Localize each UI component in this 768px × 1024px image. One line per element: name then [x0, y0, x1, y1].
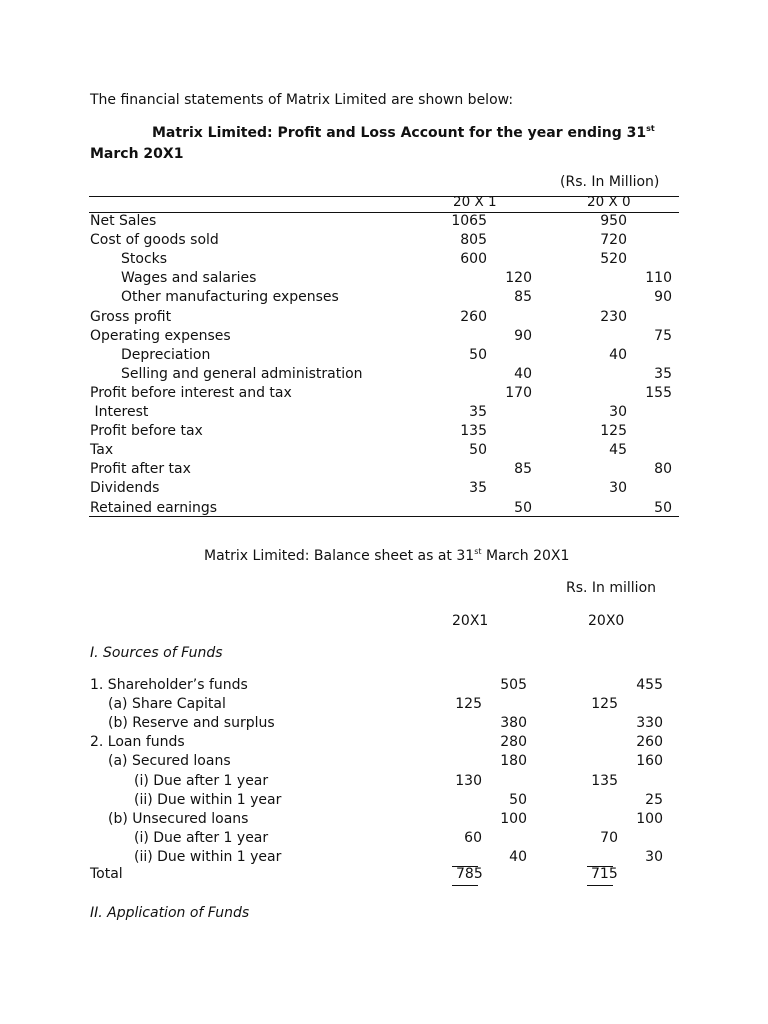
pl-col-20x1: 20 X 1	[453, 194, 497, 210]
pl-value-b2: 80	[654, 461, 672, 478]
pl-col-20x0: 20 X 0	[587, 194, 631, 210]
bs-value-a1: 130	[455, 772, 482, 789]
bs-row	[0, 792, 768, 811]
bs-row-label: (i) Due after 1 year	[134, 829, 269, 846]
pl-value-a1: 35	[469, 480, 487, 497]
bs-value-b1: 40	[509, 848, 527, 865]
bs-value-a2: 70	[600, 829, 618, 846]
pl-row	[0, 328, 768, 347]
bs-value-b2: 330	[636, 715, 663, 732]
pl-value-b2: 90	[654, 289, 672, 306]
bs-total-20x1: 785	[456, 866, 483, 882]
pl-row	[0, 289, 768, 308]
bs-value-b1: 50	[509, 791, 527, 808]
pl-title-end: March 20X1	[90, 146, 184, 162]
pl-row	[0, 423, 768, 442]
bs-value-a1: 60	[464, 829, 482, 846]
bs-value-a2: 125	[591, 696, 618, 713]
total2-underline	[587, 885, 613, 886]
bs-row	[0, 734, 768, 753]
total1-underline	[452, 885, 478, 886]
bs-value-b1: 380	[500, 715, 527, 732]
pl-value-a2: 950	[600, 213, 627, 229]
pl-unit: (Rs. In Million)	[560, 174, 660, 190]
pl-value-b2: 155	[645, 384, 672, 401]
pl-value-a1: 805	[460, 232, 487, 249]
bs-value-b2: 30	[645, 848, 663, 865]
pl-row-label: Wages and salaries	[121, 270, 257, 287]
bs-row-label: (b) Reserve and surplus	[108, 715, 275, 732]
pl-row	[0, 347, 768, 366]
bs-title-main: Matrix Limited: Balance sheet as at 31	[204, 548, 475, 564]
bs-row-label: (i) Due after 1 year	[134, 772, 269, 789]
pl-row-label: Operating expenses	[90, 327, 231, 344]
pl-row	[0, 404, 768, 423]
bs-unit: Rs. In million	[566, 580, 657, 596]
pl-row-label: Depreciation	[121, 346, 211, 363]
bs-col-20x1: 20X1	[452, 613, 489, 629]
pl-value-a2: 45	[609, 442, 627, 459]
pl-row-label: Stocks	[121, 251, 168, 268]
bs-row-label: 2. Loan funds	[90, 734, 185, 751]
bs-row	[0, 715, 768, 734]
bs-value-b2: 455	[636, 677, 663, 693]
bs-value-b1: 505	[500, 677, 527, 693]
pl-value-b2: 50	[654, 499, 672, 516]
pl-value-b1: 85	[514, 289, 532, 306]
bs-value-b1: 100	[500, 810, 527, 827]
bs-row	[0, 811, 768, 830]
pl-value-a1: 35	[469, 404, 487, 420]
bs-row	[0, 773, 768, 792]
pl-value-b1: 40	[514, 365, 532, 382]
pl-value-a2: 125	[600, 423, 627, 440]
bs-row-label: (ii) Due within 1 year	[134, 791, 282, 808]
bs-row	[0, 677, 768, 696]
bs-row-label: (ii) Due within 1 year	[134, 848, 282, 865]
bs-title-end: March 20X1	[481, 548, 570, 564]
pl-value-b2: 35	[654, 365, 672, 382]
bs-value-b2: 25	[645, 791, 663, 808]
pl-row-label: Profit before tax	[90, 423, 203, 440]
bs-value-a2: 135	[591, 772, 618, 789]
bs-value-b1: 280	[500, 734, 527, 751]
pl-row-label: Profit after tax	[90, 461, 191, 478]
pl-row-label: Net Sales	[90, 213, 157, 229]
bs-total-20x0: 715	[591, 866, 618, 882]
pl-value-a2: 720	[600, 232, 627, 249]
pl-row	[0, 480, 768, 499]
pl-value-b1: 85	[514, 461, 532, 478]
bs-row	[0, 753, 768, 772]
pl-title-main: Matrix Limited: Profit and Loss Account for the year ending 31	[152, 125, 647, 141]
pl-row	[0, 385, 768, 404]
pl-value-a1: 1065	[451, 213, 487, 229]
pl-value-a2: 230	[600, 308, 627, 325]
pl-value-b2: 110	[645, 270, 672, 287]
pl-row-label: Gross profit	[90, 308, 172, 325]
bs-row	[0, 830, 768, 849]
bs-value-a1: 125	[455, 696, 482, 713]
section-sources-of-funds: I. Sources of Funds	[90, 645, 223, 661]
pl-row-label: Tax	[90, 442, 114, 459]
bs-title	[204, 548, 569, 564]
pl-row	[0, 309, 768, 328]
pl-title	[90, 123, 680, 165]
bs-value-b2: 100	[636, 810, 663, 827]
bs-total-label: Total	[90, 866, 123, 882]
pl-row-label: Cost of goods sold	[90, 232, 219, 249]
pl-row	[0, 251, 768, 270]
pl-row	[0, 442, 768, 461]
pl-row	[0, 213, 768, 232]
pl-value-b1: 170	[505, 384, 532, 401]
pl-value-a1: 600	[460, 251, 487, 268]
bs-row-label: 1. Shareholder’s funds	[90, 677, 248, 693]
bs-row-label: (b) Unsecured loans	[108, 810, 249, 827]
pl-row	[0, 232, 768, 251]
bs-value-b2: 260	[636, 734, 663, 751]
pl-value-b1: 90	[514, 327, 532, 344]
pl-value-a1: 50	[469, 346, 487, 363]
pl-value-a1: 135	[460, 423, 487, 440]
intro-text: The financial statements of Matrix Limited are shown below:	[90, 92, 514, 108]
pl-value-b1: 120	[505, 270, 532, 287]
bs-row-label: (a) Share Capital	[108, 696, 226, 713]
pl-value-b1: 50	[514, 499, 532, 516]
bs-title-sup: st	[474, 547, 482, 556]
pl-value-b2: 75	[654, 327, 672, 344]
bs-row-label: (a) Secured loans	[108, 753, 231, 770]
pl-row-label: Dividends	[90, 480, 160, 497]
pl-row-label: Retained earnings	[90, 499, 218, 516]
pl-row	[0, 461, 768, 480]
pl-row-label: Profit before interest and tax	[90, 384, 292, 401]
pl-title-sup: st	[646, 124, 655, 133]
bs-value-b2: 160	[636, 753, 663, 770]
pl-row	[0, 366, 768, 385]
pl-row-label: Selling and general administration	[121, 365, 363, 382]
pl-bottom-rule	[89, 516, 679, 517]
pl-value-a1: 260	[460, 308, 487, 325]
pl-row-label: Other manufacturing expenses	[121, 289, 339, 306]
pl-value-a2: 30	[609, 404, 627, 420]
pl-value-a2: 40	[609, 346, 627, 363]
pl-row-label: Interest	[90, 404, 149, 420]
bs-row	[0, 696, 768, 715]
bs-col-20x0: 20X0	[588, 613, 625, 629]
pl-row	[0, 270, 768, 289]
pl-value-a2: 520	[600, 251, 627, 268]
pl-value-a1: 50	[469, 442, 487, 459]
bs-value-b1: 180	[500, 753, 527, 770]
pl-value-a2: 30	[609, 480, 627, 497]
section-application-of-funds: II. Application of Funds	[90, 905, 250, 921]
